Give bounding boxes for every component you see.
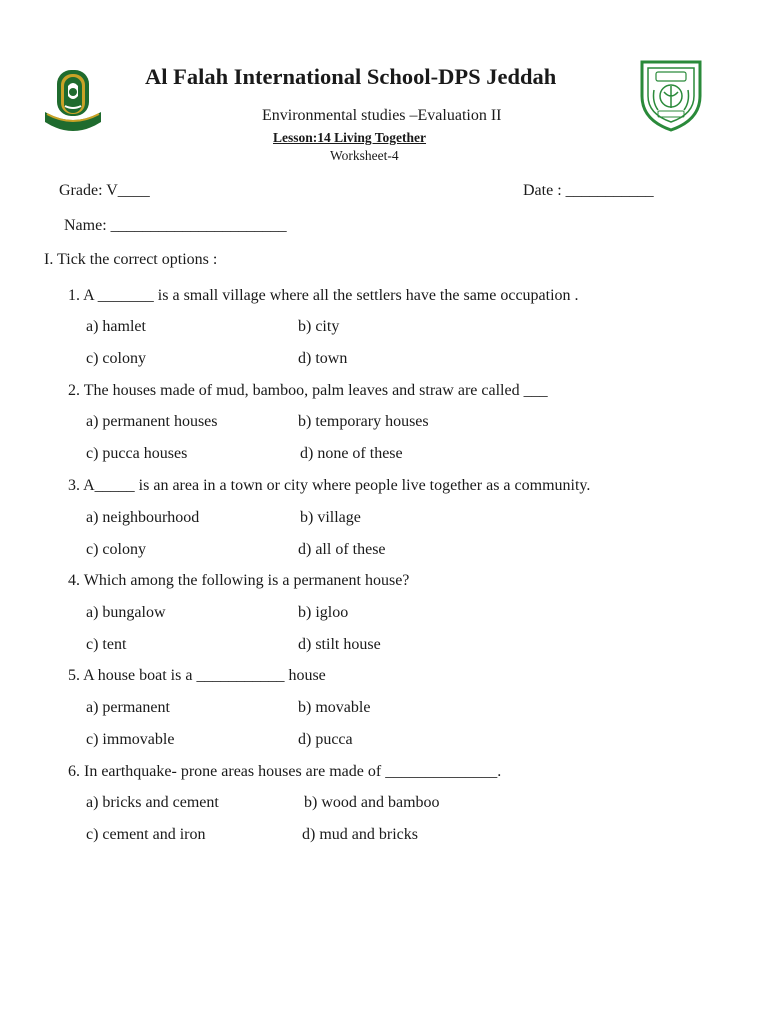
- option-4c[interactable]: c) tent: [86, 636, 127, 653]
- question-5: 5. A house boat is a ___________ house: [68, 667, 326, 684]
- option-6b[interactable]: b) wood and bamboo: [304, 794, 440, 811]
- option-5c[interactable]: c) immovable: [86, 731, 175, 748]
- question-4: 4. Which among the following is a permanent house?: [68, 572, 410, 589]
- option-3d[interactable]: d) all of these: [298, 541, 386, 558]
- option-4b[interactable]: b) igloo: [298, 604, 349, 621]
- option-3c[interactable]: c) colony: [86, 541, 146, 558]
- subject-title: Environmental studies –Evaluation II: [262, 107, 502, 124]
- option-1d[interactable]: d) town: [298, 350, 348, 367]
- option-1a[interactable]: a) hamlet: [86, 318, 146, 335]
- al-falah-crest-icon: [35, 62, 111, 138]
- option-3b[interactable]: b) village: [300, 509, 361, 526]
- option-2c[interactable]: c) pucca houses: [86, 445, 188, 462]
- dps-school-logo: [638, 56, 704, 132]
- option-6c[interactable]: c) cement and iron: [86, 826, 206, 843]
- question-2: 2. The houses made of mud, bamboo, palm leaves and straw are called ___: [68, 382, 548, 399]
- option-2d[interactable]: d) none of these: [300, 445, 403, 462]
- date-field[interactable]: Date : ___________: [523, 182, 654, 199]
- al-falah-school-logo: [35, 62, 111, 138]
- option-3a[interactable]: a) neighbourhood: [86, 509, 200, 526]
- grade-field[interactable]: Grade: V____: [59, 182, 150, 199]
- option-2a[interactable]: a) permanent houses: [86, 413, 218, 430]
- question-1: 1. A _______ is a small village where all the settlers have the same occupation .: [68, 287, 579, 304]
- lesson-title: Lesson:14 Living Together: [273, 130, 427, 145]
- option-4d[interactable]: d) stilt house: [298, 636, 381, 653]
- question-3: 3. A_____ is an area in a town or city where people live together as a community.: [68, 477, 591, 494]
- option-1b[interactable]: b) city: [298, 318, 340, 335]
- option-6a[interactable]: a) bricks and cement: [86, 794, 219, 811]
- dps-crest-icon: [638, 56, 704, 132]
- name-field[interactable]: Name: ______________________: [64, 217, 287, 234]
- option-5b[interactable]: b) movable: [298, 699, 371, 716]
- worksheet-number: Worksheet-4: [330, 148, 399, 163]
- option-2b[interactable]: b) temporary houses: [298, 413, 429, 430]
- option-4a[interactable]: a) bungalow: [86, 604, 166, 621]
- school-title: Al Falah International School-DPS Jeddah: [145, 64, 557, 89]
- option-6d[interactable]: d) mud and bricks: [302, 826, 418, 843]
- section-heading: I. Tick the correct options :: [44, 251, 218, 268]
- question-6: 6. In earthquake- prone areas houses are made of ______________.: [68, 763, 502, 780]
- option-1c[interactable]: c) colony: [86, 350, 146, 367]
- option-5d[interactable]: d) pucca: [298, 731, 353, 748]
- option-5a[interactable]: a) permanent: [86, 699, 170, 716]
